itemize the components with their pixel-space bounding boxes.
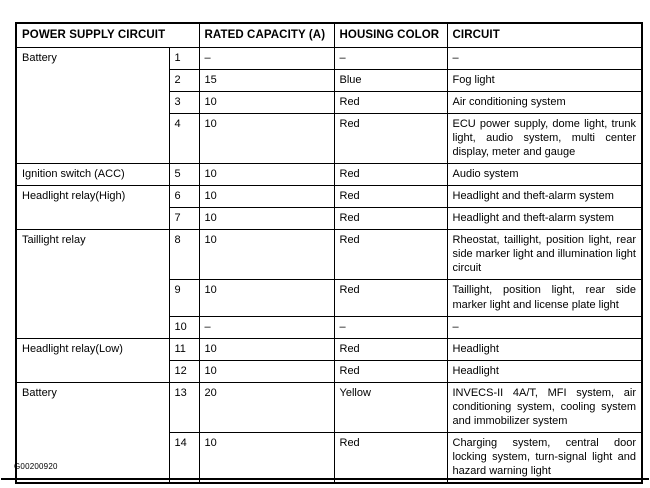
power-supply-circuit-cell: Battery: [16, 382, 169, 483]
rated-capacity-cell: 10: [199, 91, 334, 113]
circuit-cell: –: [447, 316, 642, 338]
fuse-number-cell: 12: [169, 360, 199, 382]
housing-color-cell: Red: [334, 433, 447, 484]
housing-color-cell: Yellow: [334, 382, 447, 432]
fuse-number-cell: 4: [169, 113, 199, 163]
housing-color-cell: Red: [334, 163, 447, 185]
housing-color-cell: Red: [334, 113, 447, 163]
fuse-number-cell: 1: [169, 47, 199, 69]
circuit-cell: Headlight: [447, 360, 642, 382]
fuse-number-cell: 3: [169, 91, 199, 113]
figure-code: G00200920: [14, 462, 58, 471]
bottom-divider: [1, 478, 649, 480]
circuit-cell: Rheostat, taillight, position light, rear side marker light and illumination light circuit: [447, 230, 642, 280]
housing-color-cell: Red: [334, 186, 447, 208]
table-row: [16, 163, 642, 185]
rated-capacity-cell: –: [199, 47, 334, 69]
fuse-table-body: [16, 47, 642, 483]
rated-capacity-cell: 10: [199, 163, 334, 185]
table-header: [16, 23, 642, 47]
power-supply-circuit-cell: Headlight relay(High): [16, 186, 169, 230]
fuse-number-cell: 6: [169, 186, 199, 208]
header-circuit: CIRCUIT: [447, 23, 642, 47]
rated-capacity-cell: 20: [199, 382, 334, 432]
housing-color-cell: Blue: [334, 69, 447, 91]
table-row: [16, 338, 642, 360]
power-supply-circuit-cell: Battery: [16, 47, 169, 163]
housing-color-cell: Red: [334, 230, 447, 280]
fuse-number-cell: 14: [169, 433, 199, 484]
circuit-cell: Audio system: [447, 163, 642, 185]
power-supply-circuit-cell: Ignition switch (ACC): [16, 163, 169, 185]
power-supply-circuit-cell: Taillight relay: [16, 230, 169, 338]
table-row: [16, 186, 642, 208]
fuse-number-cell: 7: [169, 208, 199, 230]
rated-capacity-cell: –: [199, 316, 334, 338]
table-row: [16, 230, 642, 280]
header-row: [16, 23, 642, 47]
fuse-number-cell: 2: [169, 69, 199, 91]
circuit-cell: Headlight and theft-alarm system: [447, 208, 642, 230]
header-housing-color: HOUSING COLOR: [334, 23, 447, 47]
fuse-number-cell: 10: [169, 316, 199, 338]
rated-capacity-cell: 15: [199, 69, 334, 91]
housing-color-cell: Red: [334, 338, 447, 360]
circuit-cell: ECU power supply, dome light, trunk light, audio system, multi center display, meter and gauge: [447, 113, 642, 163]
fuse-specification-table: [15, 22, 643, 484]
circuit-cell: Fog light: [447, 69, 642, 91]
rated-capacity-cell: 10: [199, 186, 334, 208]
rated-capacity-cell: 10: [199, 433, 334, 484]
housing-color-cell: Red: [334, 360, 447, 382]
header-power-supply-circuit: POWER SUPPLY CIRCUIT: [16, 23, 199, 47]
fuse-number-cell: 8: [169, 230, 199, 280]
header-rated-capacity: RATED CAPACITY (A): [199, 23, 334, 47]
circuit-cell: –: [447, 47, 642, 69]
table-row: [16, 382, 642, 432]
housing-color-cell: Red: [334, 91, 447, 113]
rated-capacity-cell: 10: [199, 360, 334, 382]
circuit-cell: Headlight and theft-alarm system: [447, 186, 642, 208]
rated-capacity-cell: 10: [199, 338, 334, 360]
housing-color-cell: –: [334, 316, 447, 338]
circuit-cell: INVECS-II 4A/T, MFI system, air conditioning system, cooling system and immobilizer system: [447, 382, 642, 432]
fuse-number-cell: 13: [169, 382, 199, 432]
housing-color-cell: Red: [334, 280, 447, 316]
housing-color-cell: –: [334, 47, 447, 69]
circuit-cell: Taillight, position light, rear side marker light and license plate light: [447, 280, 642, 316]
circuit-cell: Headlight: [447, 338, 642, 360]
housing-color-cell: Red: [334, 208, 447, 230]
rated-capacity-cell: 10: [199, 280, 334, 316]
fuse-number-cell: 11: [169, 338, 199, 360]
rated-capacity-cell: 10: [199, 208, 334, 230]
rated-capacity-cell: 10: [199, 230, 334, 280]
fuse-number-cell: 5: [169, 163, 199, 185]
fuse-number-cell: 9: [169, 280, 199, 316]
circuit-cell: Air conditioning system: [447, 91, 642, 113]
circuit-cell: Charging system, central door locking system, turn-signal light and hazard warning light: [447, 433, 642, 484]
table-row: [16, 47, 642, 69]
rated-capacity-cell: 10: [199, 113, 334, 163]
power-supply-circuit-cell: Headlight relay(Low): [16, 338, 169, 382]
